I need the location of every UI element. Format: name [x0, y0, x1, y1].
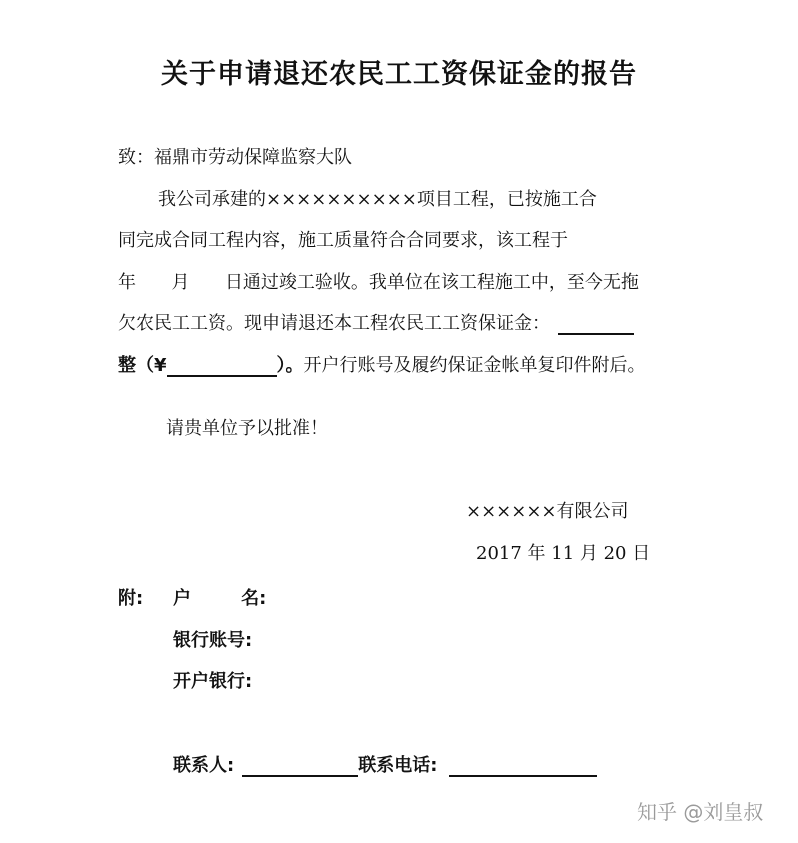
- body-line-5: [118, 355, 646, 377]
- report-date: 2017 年 11 月 20 日: [476, 543, 651, 564]
- document-title: 关于申请退还农民工工资保证金的报告: [161, 59, 637, 90]
- amount-suffix: ）。: [276, 355, 304, 376]
- account-name-label: 户 名:: [173, 588, 267, 609]
- body-line-3: [118, 272, 639, 294]
- contact-phone-blank: [449, 755, 597, 777]
- request-text: 请贵单位予以批准！: [166, 418, 328, 439]
- bank-name-label: 开户银行:: [173, 671, 253, 692]
- contact-person-label: 联系人:: [173, 755, 235, 776]
- body-line-2: 同完成合同工程内容，施工质量符合合同要求，该工程于: [118, 230, 568, 251]
- body-line-5-rest: 开户行账号及履约保证金帐单复印件附后。: [303, 355, 646, 376]
- body-line-3-rest: 日通过竣工验收。我单位在该工程施工中，至今无拖: [224, 272, 639, 293]
- contact-phone-label: 联系电话:: [358, 755, 438, 776]
- amount-words-blank: [558, 313, 634, 335]
- amount-figures-blank: [167, 355, 277, 377]
- contact-person-blank: [242, 755, 358, 777]
- amount-prefix: 整（¥: [118, 355, 167, 376]
- salutation: 致：福鼎市劳动保障监察大队: [118, 147, 352, 168]
- company-name: ××××××有限公司: [466, 501, 629, 522]
- attachment-label: 附:: [118, 588, 144, 609]
- contact-row: [173, 755, 597, 777]
- bank-account-label: 银行账号:: [173, 630, 253, 651]
- month-label: 月: [171, 272, 190, 293]
- body-line-1: 我公司承建的××××××××××项目工程，已按施工合: [158, 189, 597, 210]
- year-label: 年: [118, 272, 136, 293]
- body-line-4: 欠农民工工资。现申请退还本工程农民工工资保证金：: [118, 313, 634, 335]
- watermark: 知乎 @刘皇叔: [637, 800, 764, 824]
